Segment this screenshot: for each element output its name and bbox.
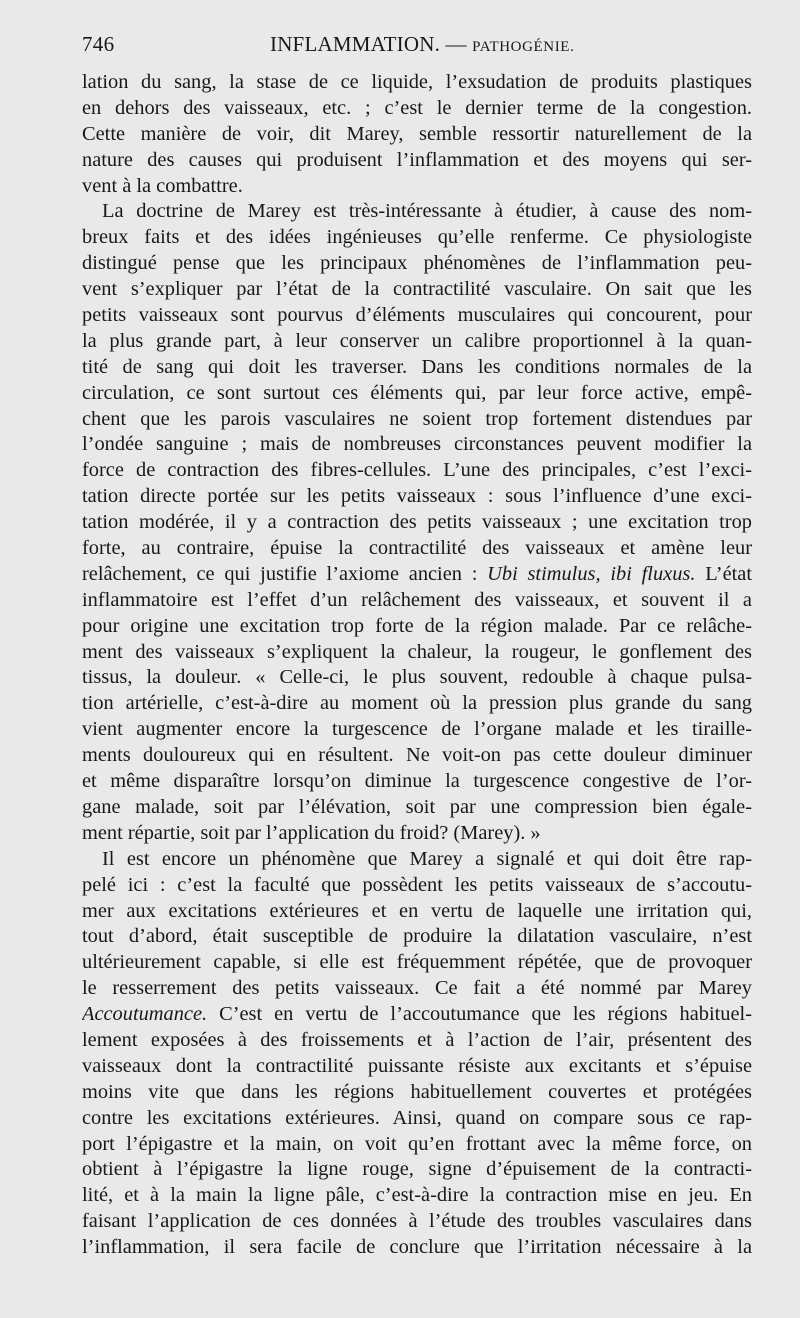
running-title-sub: PATHOGÉNIE. <box>472 39 575 55</box>
text-line: tout d’abord, était susceptible de produire la dilatation vasculaire, n’est <box>82 925 752 948</box>
text-line: forte, au contraire, épuise la contractilité des vaisseaux et amène leur <box>82 537 752 560</box>
text-line: tion artérielle, c’est-à-dire au moment où la pression plus grande du sang <box>82 692 752 715</box>
text-line: gane malade, soit par l’élévation, soit par une compression bien égale- <box>82 795 752 818</box>
text-line: ultérieurement capable, si elle est fréquemment répétée, que de provoquer <box>82 951 752 974</box>
text-line: tissus, la douleur. « Celle-ci, le plus souvent, redouble à chaque pulsa- <box>82 666 752 689</box>
line-text: C’est en vertu de l’accoutumance que les régions habituel- <box>207 1003 752 1026</box>
text-line: breux faits et des idées ingénieuses qu’elle renferme. Ce physiologiste <box>82 226 752 249</box>
line-text: relâchement, ce qui justifie l’axiome ancien : <box>82 562 488 585</box>
text-line: l’inflammation, il sera facile de conclure que l’irritation nécessaire à la <box>82 1236 752 1259</box>
text-line: inflammatoire est l’effet d’un relâchement des vaisseaux, et souvent il a <box>82 588 752 611</box>
latin-axiom: Ubi stimulus, ibi fluxus. <box>487 562 696 585</box>
running-title <box>270 32 574 57</box>
text-line: force de contraction des fibres-cellules. L’une des principales, c’est l’exci- <box>82 459 752 482</box>
text-line-italic-term <box>82 1002 752 1028</box>
text-line: circulation, ce sont surtout ces éléments qui, par leur force active, empê- <box>82 381 752 404</box>
text-line: en dehors des vaisseaux, etc. ; c’est le dernier terme de la congestion. <box>82 96 752 119</box>
italic-term: Accoutumance. <box>82 1003 208 1026</box>
text-line: et même disparaître lorsqu’on diminue la turgescence congestive de l’or- <box>82 770 752 793</box>
text-line: lité, et à la main la ligne pâle, c’est-à-dire la contraction mise en jeu. En <box>82 1184 752 1207</box>
text-line: tité de sang qui doit les traverser. Dans les conditions normales de la <box>82 355 752 378</box>
text-line: mer aux excitations extérieures et en vertu de laquelle une irritation qui, <box>82 899 752 922</box>
text-line: port l’épigastre et la main, on voit qu’en frottant avec la même force, on <box>82 1132 752 1155</box>
text-line: chent que les parois vasculaires ne soient trop fortement distendues par <box>82 407 752 430</box>
page-number: 746 <box>82 32 115 56</box>
paragraph-2 <box>82 199 752 846</box>
text-line: petits vaisseaux sont pourvus d’éléments musculaires qui concourent, pour <box>82 304 752 327</box>
text-line: distingué pense que les principaux phénomènes de l’inflammation peu- <box>82 252 752 275</box>
text-line: le resserrement des petits vaisseaux. Ce fait a été nommé par Marey <box>82 977 752 1000</box>
text-line: vient augmenter encore la turgescence de l’organe malade et les tiraille- <box>82 718 752 741</box>
text-line: ments douloureux qui en résultent. Ne voit-on pas cette douleur diminuer <box>82 744 752 767</box>
text-line: faisant l’application de ces données à l’étude des troubles vasculaires dans <box>82 1210 752 1233</box>
text-line: pelé ici : c’est la faculté que possèdent les petits vaisseaux de s’accoutu- <box>82 873 752 896</box>
text-line: ment répartie, soit par l’application du froid? (Marey). » <box>82 821 541 844</box>
text-line: la plus grande part, à leur conserver un calibre proportionnel à la quan- <box>82 329 752 352</box>
text-line: La doctrine de Marey est très-intéressante à étudier, à cause des nom- <box>102 200 752 223</box>
text-line: l’ondée sanguine ; mais de nombreuses circonstances peuvent modifier la <box>82 433 752 456</box>
body-text <box>82 70 752 1261</box>
paragraph-1 <box>82 70 752 199</box>
text-line: moins vite que dans les régions habituellement couvertes et protégées <box>82 1080 752 1103</box>
text-line: lation du sang, la stase de ce liquide, l’exsudation de produits plastiques <box>82 71 752 93</box>
text-line: contre les excitations extérieures. Ainsi, quand on compare sous ce rap- <box>82 1106 752 1129</box>
line-text: L’état <box>695 562 752 585</box>
text-line: vaisseaux dont la contractilité puissante résiste aux excitants et s’épuise <box>82 1054 752 1077</box>
text-line: vent s’expliquer par l’état de la contractilité vasculaire. On sait que les <box>82 278 752 301</box>
text-line: obtient à l’épigastre la ligne rouge, signe d’épuisement de la contracti- <box>82 1158 752 1181</box>
text-line: pour origine une excitation trop forte de la région malade. Par ce relâche- <box>82 614 752 637</box>
text-line: tation modérée, il y a contraction des petits vaisseaux ; une excitation trop <box>82 511 752 534</box>
running-header <box>82 32 752 62</box>
text-line: nature des causes qui produisent l’inflammation et des moyens qui ser- <box>82 148 752 171</box>
paragraph-3 <box>82 847 752 1261</box>
text-line-latin <box>82 562 752 588</box>
text-line: Cette manière de voir, dit Marey, semble ressortir naturellement de la <box>82 122 752 145</box>
text-line: lement exposées à des froissements et à l’action de l’air, présentent des <box>82 1028 752 1051</box>
text-line: tation directe portée sur les petits vaisseaux : sous l’influence d’une exci- <box>82 485 752 508</box>
text-line: Il est encore un phénomène que Marey a signalé et qui doit être rap- <box>102 847 752 870</box>
text-line: vent à la combattre. <box>82 174 243 197</box>
text-line: ment des vaisseaux s’expliquent la chaleur, la rougeur, le gonflement des <box>82 640 752 663</box>
running-title-main: INFLAMMATION. — <box>270 32 473 56</box>
